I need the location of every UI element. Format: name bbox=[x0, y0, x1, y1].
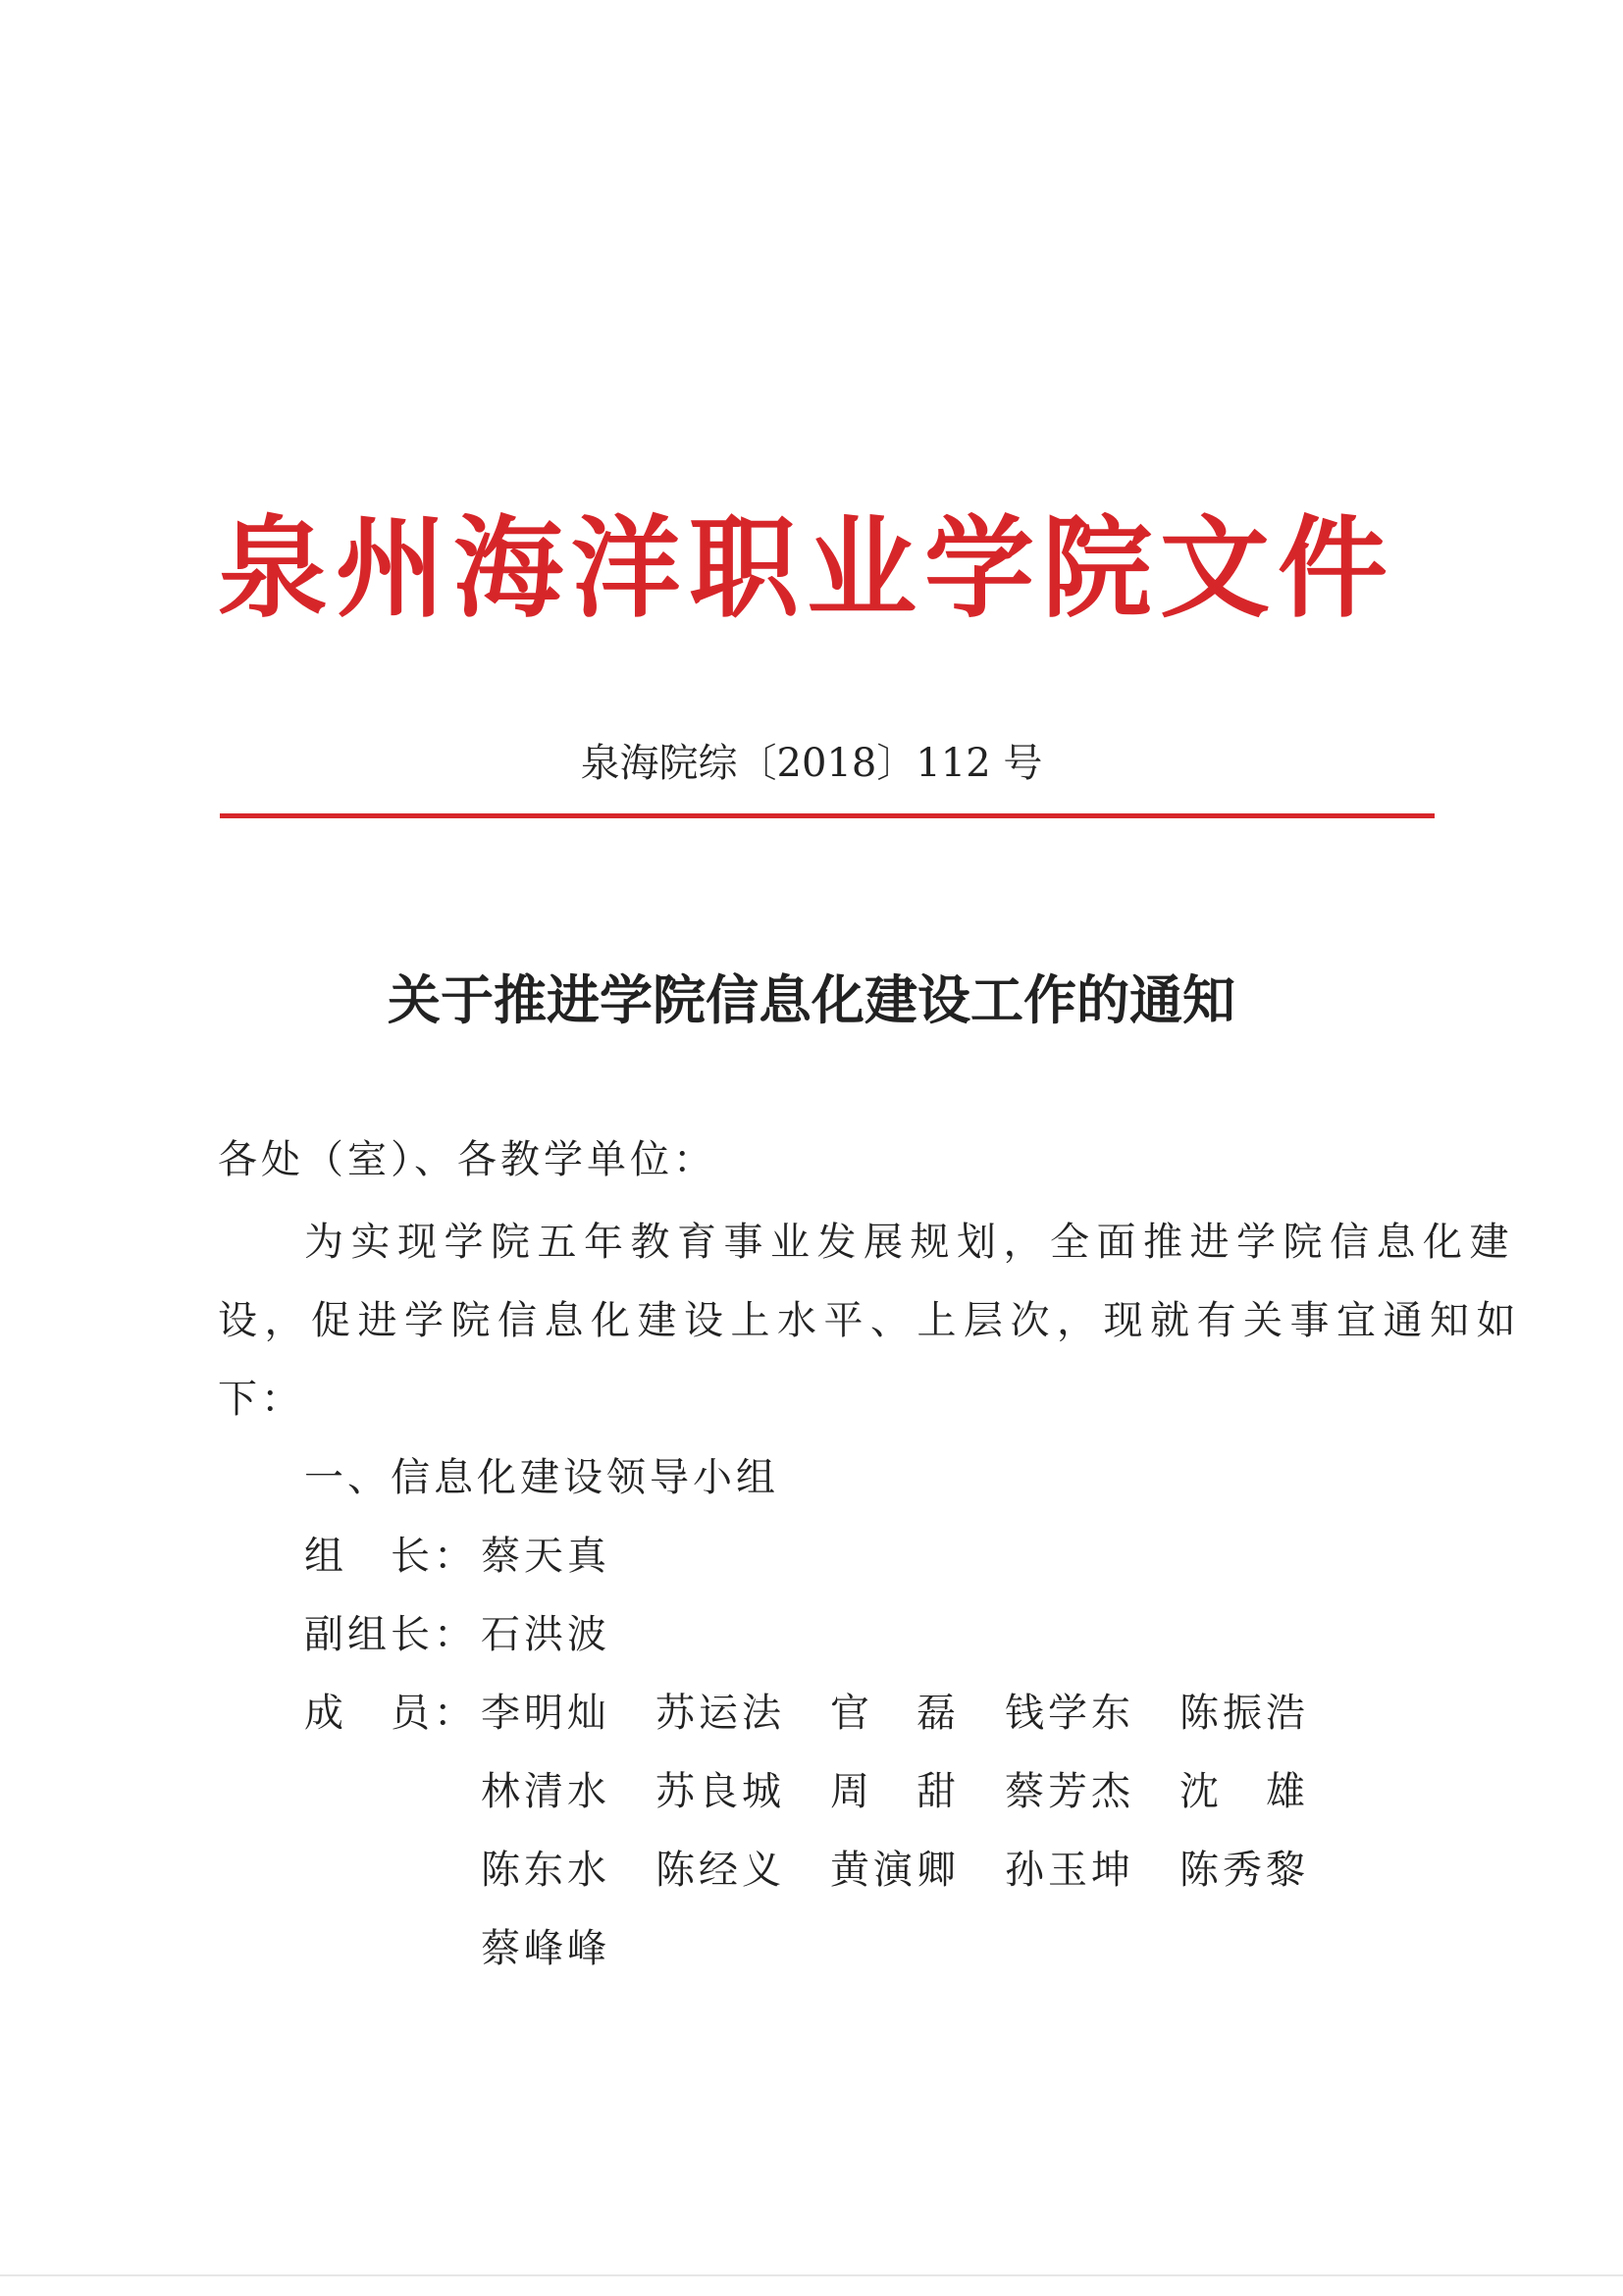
page-bottom-edge bbox=[0, 2274, 1623, 2276]
leader-label: 组 长： bbox=[304, 1534, 477, 1579]
member-name: 苏良城 bbox=[655, 1769, 785, 1814]
members-label: 成 员： bbox=[304, 1691, 477, 1736]
member-name: 官 磊 bbox=[830, 1691, 960, 1736]
member-name: 陈经义 bbox=[655, 1848, 785, 1893]
member-name: 孙玉坤 bbox=[1005, 1848, 1134, 1893]
body-line-3: 下： bbox=[218, 1377, 304, 1422]
member-name: 蔡芳杰 bbox=[1005, 1769, 1134, 1814]
member-name: 陈东水 bbox=[481, 1848, 610, 1893]
masthead-title: 泉州海洋职业学院文件 bbox=[218, 504, 1395, 633]
member-name: 沈 雄 bbox=[1179, 1769, 1309, 1814]
notice-title: 关于推进学院信息化建设工作的通知 bbox=[388, 969, 1235, 1031]
deputy-name: 石洪波 bbox=[481, 1612, 610, 1657]
body-line-2: 设，促进学院信息化建设上水平、上层次，现就有关事宜通知如 bbox=[218, 1298, 1523, 1343]
body-line-1: 为实现学院五年教育事业发展规划，全面推进学院信息化建 bbox=[304, 1220, 1516, 1265]
leader-name: 蔡天真 bbox=[481, 1534, 610, 1579]
document-number: 泉海院综〔2018〕112 号 bbox=[580, 741, 1043, 786]
salutation: 各处（室）、各教学单位： bbox=[218, 1137, 716, 1182]
section-heading: 一、信息化建设领导小组 bbox=[304, 1455, 779, 1500]
member-name: 苏运法 bbox=[655, 1691, 785, 1736]
deputy-label: 副组长： bbox=[304, 1612, 477, 1657]
member-name: 陈秀黎 bbox=[1179, 1848, 1309, 1893]
member-name: 黄演卿 bbox=[830, 1848, 960, 1893]
member-name: 钱学东 bbox=[1005, 1691, 1134, 1736]
member-name: 陈振浩 bbox=[1179, 1691, 1309, 1736]
red-divider bbox=[220, 813, 1435, 818]
member-name: 李明灿 bbox=[481, 1691, 610, 1736]
member-name: 蔡峰峰 bbox=[481, 1926, 610, 1971]
member-name: 林清水 bbox=[481, 1769, 610, 1814]
member-name: 周 甜 bbox=[830, 1769, 960, 1814]
